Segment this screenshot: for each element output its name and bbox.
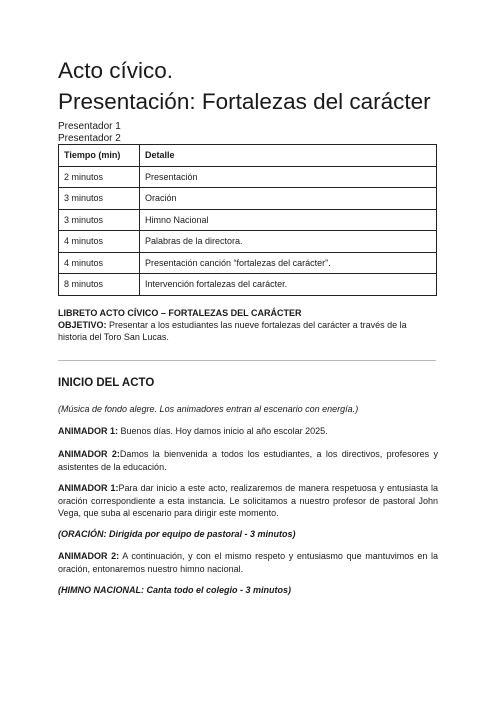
table-row [59, 252, 437, 274]
cell-detail: Presentación [140, 166, 437, 188]
presenters-list [58, 121, 121, 145]
table-row [59, 274, 437, 296]
dialogue-text: Buenos días. Hoy damos inicio al año escolar 2025. [118, 426, 328, 436]
cell-time: 4 minutos [59, 252, 140, 274]
table-header-row [59, 145, 437, 167]
objetivo-text: Presentar a los estudiantes las nueve fortalezas del carácter a través de la historia del Toro San Lucas. [58, 320, 407, 342]
document-title: Acto cívico. [58, 58, 174, 83]
document-subtitle: Presentación: Fortalezas del carácter [58, 89, 431, 114]
cell-detail: Oración [140, 188, 437, 210]
dialogue-paragraph [58, 448, 438, 473]
cell-time: 3 minutos [59, 188, 140, 210]
cell-time: 3 minutos [59, 209, 140, 231]
speaker-label: ANIMADOR 1: [58, 426, 118, 436]
column-header-time: Tiempo (min) [59, 145, 140, 167]
dialogue-paragraph [58, 482, 438, 520]
horizontal-divider [58, 360, 436, 361]
dialogue-text: Para dar inicio a este acto, realizaremos de manera respetuosa y entusiasta la oración correspondiente a esta instancia. Le solicitamos a nuestro profesor de pastoral John Vega, que suba al escenario para dirigir este momento. [58, 483, 439, 518]
cell-detail: Intervención fortalezas del carácter. [140, 274, 437, 296]
dialogue-paragraph [58, 425, 438, 438]
dialogue-text: Damos la bienvenida a todos los estudiantes, a los directivos, profesores y asistentes de la educación. [58, 449, 438, 472]
cell-time: 4 minutos [59, 231, 140, 253]
libreto-section [58, 307, 438, 343]
dialogue-paragraph [58, 550, 438, 575]
cell-detail: Himno Nacional [140, 209, 437, 231]
table-row [59, 231, 437, 253]
libreto-heading: LIBRETO ACTO CÍVICO – FORTALEZAS DEL CARÁCTER [58, 308, 302, 318]
schedule-table [58, 144, 437, 296]
table-row [59, 188, 437, 210]
table-row [59, 209, 437, 231]
objetivo-paragraph [58, 319, 438, 343]
presenter-2: Presentador 2 [58, 133, 121, 144]
cell-detail: Palabras de la directora. [140, 231, 437, 253]
presenter-1: Presentador 1 [58, 121, 121, 132]
stage-direction-himno: (HIMNO NACIONAL: Canta todo el colegio - 3 minutos) [58, 585, 291, 595]
speaker-label: ANIMADOR 2: [58, 551, 120, 561]
objetivo-label: OBJETIVO: [58, 320, 107, 330]
section-heading-inicio: INICIO DEL ACTO [58, 377, 155, 389]
cell-time: 8 minutos [59, 274, 140, 296]
himno-text: HIMNO NACIONAL: Canta todo el colegio - 3 minutos [61, 585, 288, 595]
oracion-text: ORACIÓN: Dirigida por equipo de pastoral - 3 minutos [61, 529, 293, 539]
music-text: Música de fondo alegre. Los animadores entran al escenario con energía. [61, 404, 356, 414]
dialogue-text: A continuación, y con el mismo respeto y entusiasmo que mantuvimos en la oración, entonaremos nuestro himno nacional. [58, 551, 438, 574]
speaker-label: ANIMADOR 2: [58, 449, 120, 459]
cell-time: 2 minutos [59, 166, 140, 188]
speaker-label: ANIMADOR 1: [58, 483, 119, 493]
table-row [59, 166, 437, 188]
stage-direction-music: (Música de fondo alegre. Los animadores entran al escenario con energía.) [58, 404, 359, 414]
cell-detail: Presentación canción “fortalezas del carácter”. [140, 252, 437, 274]
column-header-detail: Detalle [140, 145, 437, 167]
stage-direction-oracion: (ORACIÓN: Dirigida por equipo de pastoral - 3 minutos) [58, 529, 296, 539]
